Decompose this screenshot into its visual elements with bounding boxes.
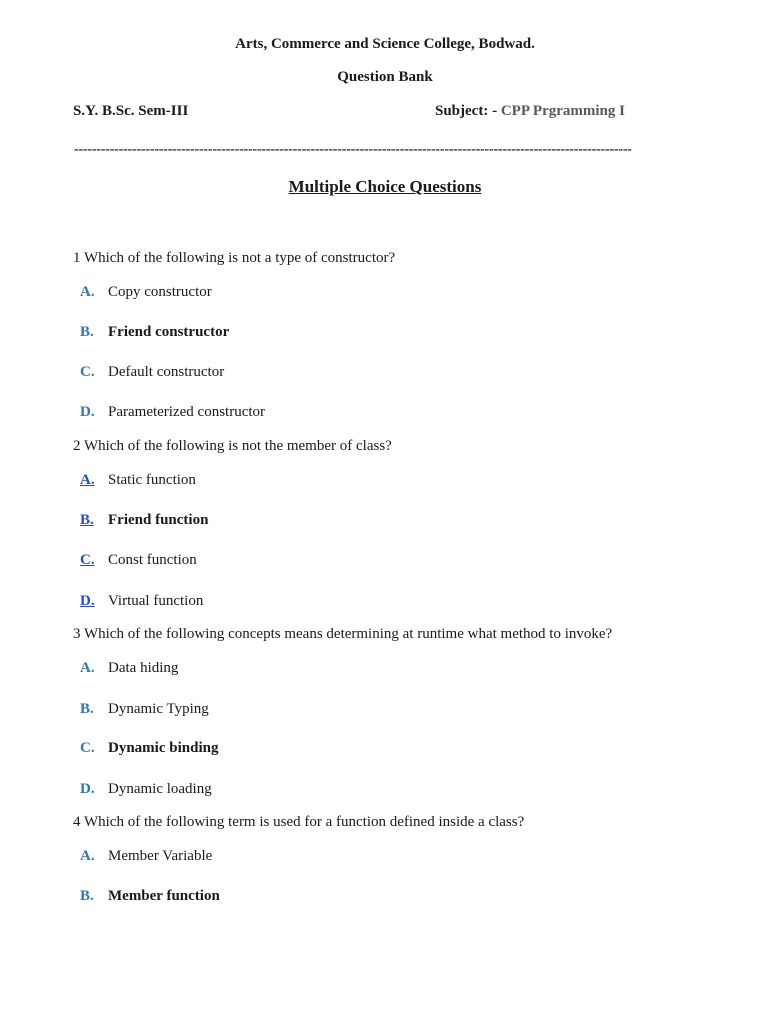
subject-label: Subject: - [435, 103, 501, 119]
option-text: Parameterized constructor [108, 404, 266, 420]
correct-option-text: Friend function [108, 512, 209, 528]
option-2a [80, 472, 196, 492]
option-letter-link[interactable]: C. [80, 552, 95, 568]
option-3c [80, 740, 218, 760]
option-letter: B. [80, 888, 94, 904]
option-letter: C. [80, 364, 95, 380]
option-1b [80, 324, 229, 344]
option-letter-link[interactable]: A. [80, 472, 95, 488]
option-letter-link[interactable]: B. [80, 512, 94, 528]
correct-option-text: Friend constructor [108, 324, 230, 340]
question-4: 4 Which of the following term is used for a function defined inside a class? [73, 814, 525, 830]
option-1d [80, 404, 265, 424]
option-text: Copy constructor [108, 284, 212, 300]
question-2: 2 Which of the following is not the member of class? [73, 438, 392, 454]
subject-line [435, 103, 625, 120]
option-3b [80, 701, 209, 721]
correct-option-text: Member function [108, 888, 220, 904]
option-1a [80, 284, 212, 304]
class-label: S.Y. B.Sc. Sem-III [73, 103, 189, 119]
option-text: Dynamic loading [108, 781, 212, 797]
document-type: Question Bank [337, 69, 433, 85]
option-4b [80, 888, 220, 908]
option-2d [80, 593, 203, 613]
option-letter: A. [80, 660, 95, 676]
subject-value: CPP Prgramming I [500, 103, 625, 119]
option-letter: D. [80, 404, 95, 420]
option-1c [80, 364, 224, 384]
option-2b [80, 512, 208, 532]
option-letter: B. [80, 324, 94, 340]
option-3d [80, 781, 212, 801]
option-text: Default constructor [108, 364, 225, 380]
option-text: Static function [108, 472, 196, 488]
college-name: Arts, Commerce and Science College, Bodwad. [235, 36, 535, 52]
option-text: Member Variable [108, 848, 213, 864]
option-text: Data hiding [108, 660, 179, 676]
option-4a [80, 848, 212, 868]
question-1: 1 Which of the following is not a type of constructor? [73, 250, 396, 266]
header-divider: ----------------------------------------------------------------------------------------------------------------------------- [74, 142, 632, 157]
option-letter: D. [80, 781, 95, 797]
option-3a [80, 660, 178, 680]
option-text: Virtual function [108, 593, 204, 609]
section-title: Multiple Choice Questions [288, 177, 482, 196]
question-3: 3 Which of the following concepts means determining at runtime what method to invoke? [73, 626, 613, 642]
option-letter: B. [80, 701, 94, 717]
option-text: Const function [108, 552, 197, 568]
correct-option-text: Dynamic binding [108, 740, 219, 756]
option-text: Dynamic Typing [108, 701, 209, 717]
option-letter: A. [80, 284, 95, 300]
option-letter-link[interactable]: D. [80, 593, 95, 609]
option-letter: A. [80, 848, 95, 864]
option-letter: C. [80, 740, 95, 756]
option-2c [80, 552, 197, 572]
